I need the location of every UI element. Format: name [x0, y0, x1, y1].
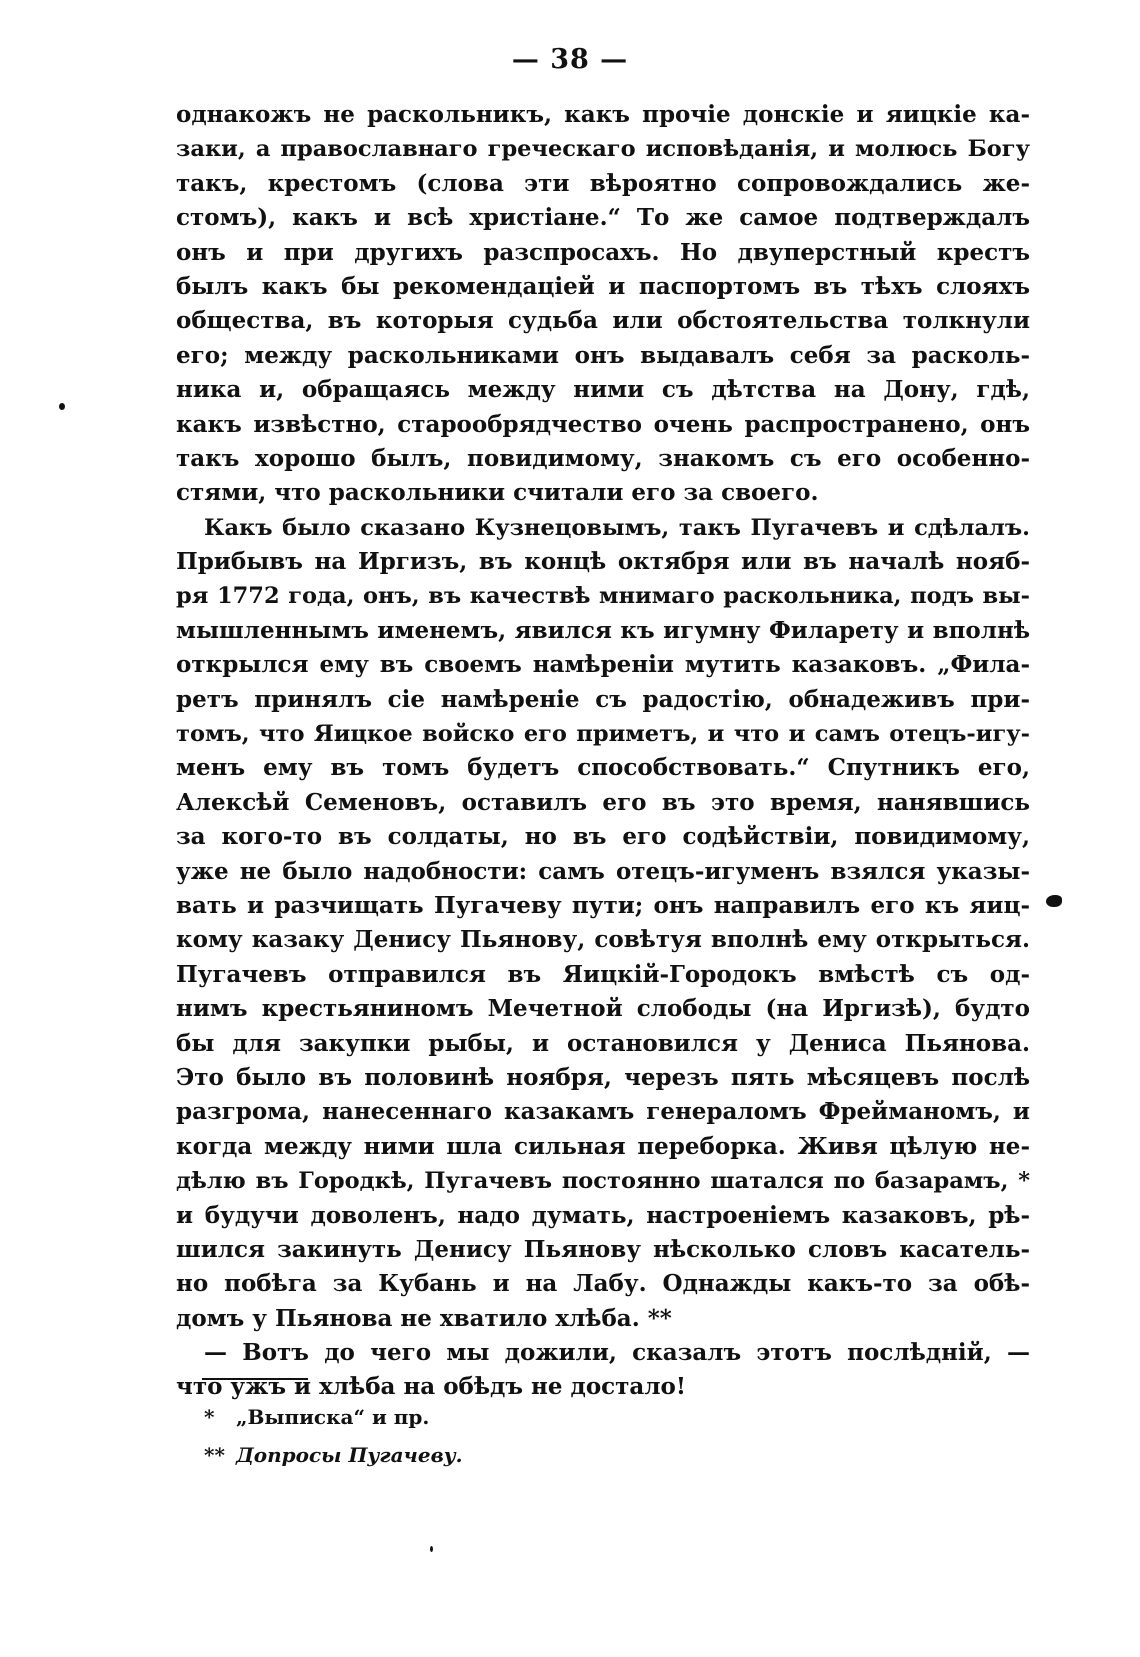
text-line: ря 1772 года, онъ, въ качествѣ мнимаго раскольника, подъ вы- — [176, 583, 1030, 610]
text-line: и будучи доволенъ, надо думать, настроеніемъ казаковъ, рѣ- — [176, 1201, 1030, 1229]
text-line: открылся ему въ своемъ намѣреніи мутить казаковъ. „Фила- — [176, 651, 1030, 679]
footnote-2 — [204, 1436, 704, 1474]
text-line: такъ хорошо былъ, повидимому, знакомъ съ его особенно- — [176, 444, 1030, 472]
text-line: его; между раскольниками онъ выдавалъ себя за расколь- — [176, 341, 1030, 369]
footnote-divider — [202, 1378, 308, 1380]
text-line: заки, а православнаго греческаго исповѣданія, и молюсь Богу — [176, 136, 1030, 163]
paragraph-1 — [176, 98, 1030, 511]
text-line: разгрома, нанесеннаго казакамъ генераломъ Фрейманомъ, и — [176, 1098, 1030, 1126]
text-line: менъ ему въ томъ будетъ способствовать.“ Спутникъ его, — [176, 754, 1030, 782]
text-line: домъ у Пьянова не хватило хлѣба. ** — [176, 1304, 672, 1332]
footnote-marker: * — [204, 1405, 215, 1429]
text-line: такъ, крестомъ (слова эти вѣроятно сопровождались же- — [176, 169, 1030, 197]
paragraph-3 — [176, 1336, 1030, 1405]
text-line: онъ и при другихъ разспросахъ. Но двуперстный крестъ — [176, 238, 1030, 266]
text-line: кому казаку Денису Пьянову, совѣтуя вполнѣ ему открыться. — [176, 926, 1030, 954]
text-line: но побѣга за Кубань и на Лабу. Однажды какъ-то за обѣ- — [176, 1270, 1030, 1298]
text-line: — Вотъ до чего мы дожили, сказалъ этотъ послѣдній, — — [204, 1339, 1030, 1367]
text-line: что ужъ и хлѣба на обѣдъ не достало! — [176, 1373, 686, 1401]
footnote-1 — [204, 1398, 704, 1436]
footnote-marker: ** — [204, 1443, 225, 1467]
text-line: общества, въ которыя судьба или обстоятельства толкнули — [176, 307, 1030, 335]
text-line: Прибывъ на Иргизъ, въ концѣ октября или въ началѣ нояб- — [176, 548, 1030, 576]
text-line: мышленнымъ именемъ, явился къ игумну Филарету и вполнѣ — [176, 616, 1030, 644]
text-line: ретъ принялъ сіе намѣреніе съ радостію, обнадеживъ при- — [176, 685, 1030, 713]
text-line: бы для закупки рыбы, и остановился у Дениса Пьянова. — [176, 1029, 1030, 1057]
text-line: шился закинуть Денису Пьянову нѣсколько словъ касатель- — [176, 1235, 1030, 1263]
text-line: однакожъ не раскольникъ, какъ прочіе донскіе и яицкіе ка- — [176, 101, 1030, 128]
text-line: нимъ крестьяниномъ Мечетной слободы (на Иргизѣ), будто — [176, 995, 1030, 1023]
text-line: томъ, что Яицкое войско его приметъ, и что и самъ отецъ-игу- — [176, 721, 1030, 748]
ink-speck — [1046, 895, 1062, 907]
text-line: какъ извѣстно, старообрядчество очень распространено, онъ — [176, 410, 1030, 438]
text-line: Пугачевъ отправился въ Яицкій-Городокъ вмѣстѣ съ од- — [176, 960, 1030, 988]
page-number: — 38 — — [511, 44, 629, 75]
ink-speck — [430, 1546, 433, 1552]
text-line: когда между ними шла сильная переборка. Живя цѣлую не- — [176, 1132, 1030, 1160]
ink-speck — [59, 403, 65, 410]
text-line: Алексѣй Семеновъ, оставилъ его въ это время, нанявшись — [176, 788, 1030, 816]
main-text — [176, 98, 1030, 1405]
text-line: уже не было надобности: самъ отецъ-игуменъ взялся указы- — [176, 857, 1030, 885]
footnote-text: „Выписка“ и пр. — [236, 1405, 430, 1429]
footnote-text: Допросы Пугачеву. — [236, 1443, 463, 1467]
text-line: ника и, обращаясь между ними съ дѣтства на Дону, гдѣ, — [176, 376, 1030, 404]
text-line: за кого-то въ солдаты, но въ его содѣйствіи, повидимому, — [176, 823, 1030, 851]
text-line: дѣлю въ Городкѣ, Пугачевъ постоянно шатался по базарамъ, * — [176, 1168, 1030, 1195]
text-line: вать и разчищать Пугачеву пути; онъ направилъ его къ яиц- — [176, 891, 1030, 919]
footnotes — [204, 1398, 704, 1474]
paragraph-2 — [176, 511, 1030, 1336]
text-line: стомъ), какъ и всѣ христіане.“ То же самое подтверждалъ — [176, 204, 1030, 232]
text-line: былъ какъ бы рекомендаціей и паспортомъ въ тѣхъ слояхъ — [176, 272, 1030, 300]
text-line: Это было въ половинѣ ноября, черезъ пять мѣсяцевъ послѣ — [176, 1063, 1030, 1091]
text-line: Какъ было сказано Кузнецовымъ, такъ Пугачевъ и сдѣлалъ. — [204, 514, 1030, 541]
text-line: стями, что раскольники считали его за своего. — [176, 479, 819, 507]
